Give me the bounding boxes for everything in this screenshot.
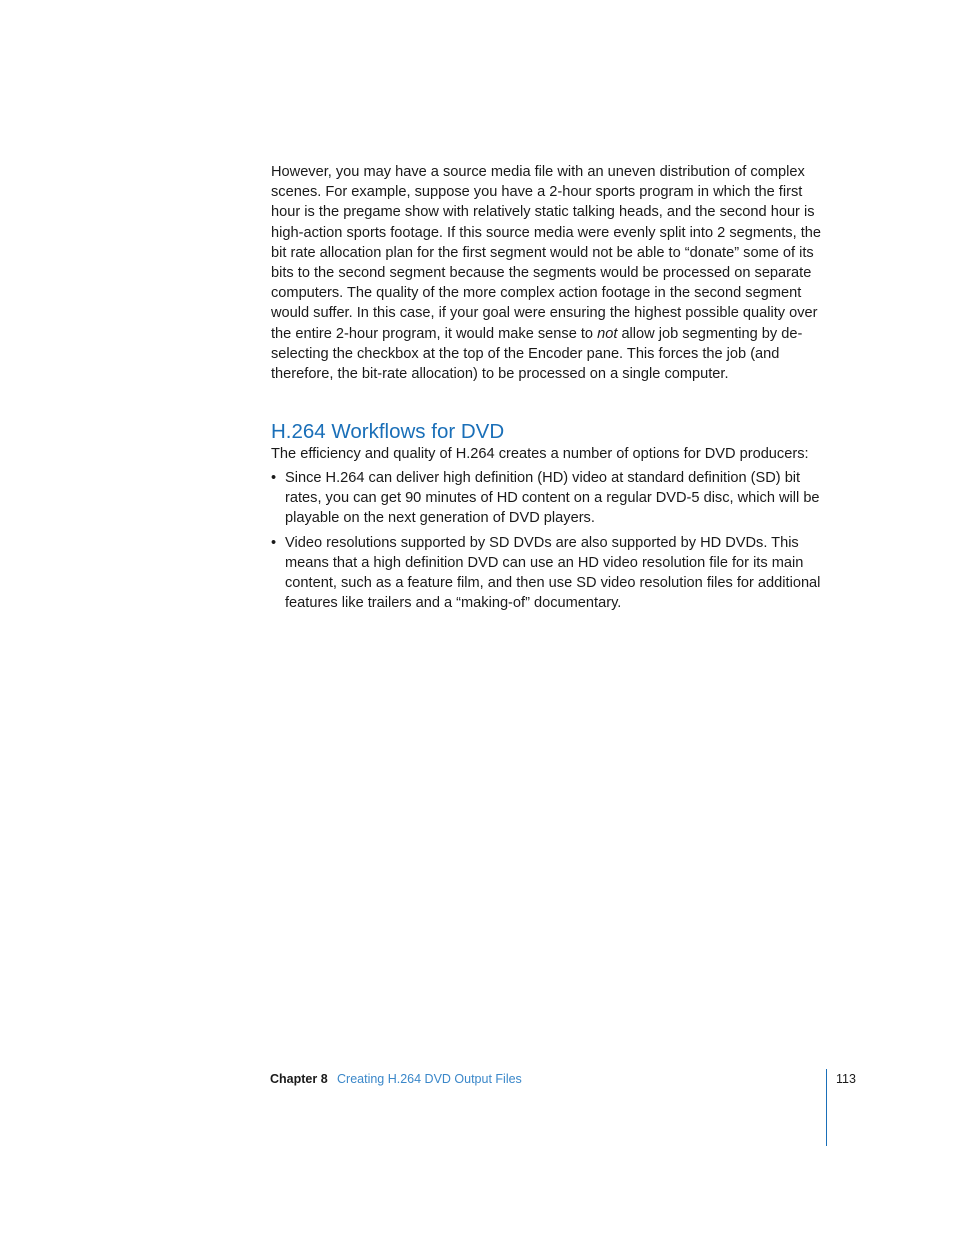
bullet-list: [271, 468, 827, 617]
footer-chapter-title: Creating H.264 DVD Output Files: [337, 1072, 522, 1086]
footer-chapter: Chapter 8: [270, 1072, 328, 1086]
body-text: [271, 162, 827, 384]
list-item: [271, 468, 827, 529]
footer-divider: [826, 1069, 827, 1146]
list-item-text: Since H.264 can deliver high definition (HD) video at standard definition (SD) bit rates, you can get 90 minutes of HD content on a regular DVD-5 disc, which will be playable on the next generation of DVD players.: [285, 470, 820, 527]
body-paragraph-start: However, you may have a source media file with an uneven distribution of complex scenes. For example, suppose you have a 2-hour sports program in which the first hour is the pregame show with relatively static talking heads, and the second hour is high-action sports footage. If this source media were evenly split into 2 segments, the bit rate allocation plan for the first segment would not be able to “donate” some of its bits to the second segment because the segments would be processed on separate computers. The quality of the more complex action footage in the second segment would suffer. In this case, if your goal were ensuring the highest possible quality over the entire 2-hour program, it would make sense to: [271, 164, 821, 342]
list-item: [271, 533, 827, 614]
body-paragraph-end: allow job segmenting by de-selecting the checkbox at the top of the Encoder pane. This forces the job (and therefore, the bit-rate allocation) to be processed on a single computer.: [271, 325, 803, 383]
list-item-text: Video resolutions supported by SD DVDs are also supported by HD DVDs. This means that a high definition DVD can use an HD video resolution file for its main content, such as a feature film, and then use SD video resolution files for additional features like trailers and a “making-of” documentary.: [285, 534, 821, 612]
section-heading: H.264 Workflows for DVD: [271, 420, 505, 443]
section-intro: The efficiency and quality of H.264 creates a number of options for DVD producers:: [271, 446, 809, 462]
page-number: 113: [836, 1072, 856, 1086]
bullet-icon: •: [271, 534, 277, 551]
bullet-icon: •: [271, 470, 277, 486]
emphasis-not: not: [597, 325, 618, 342]
body-paragraph: [271, 162, 827, 384]
